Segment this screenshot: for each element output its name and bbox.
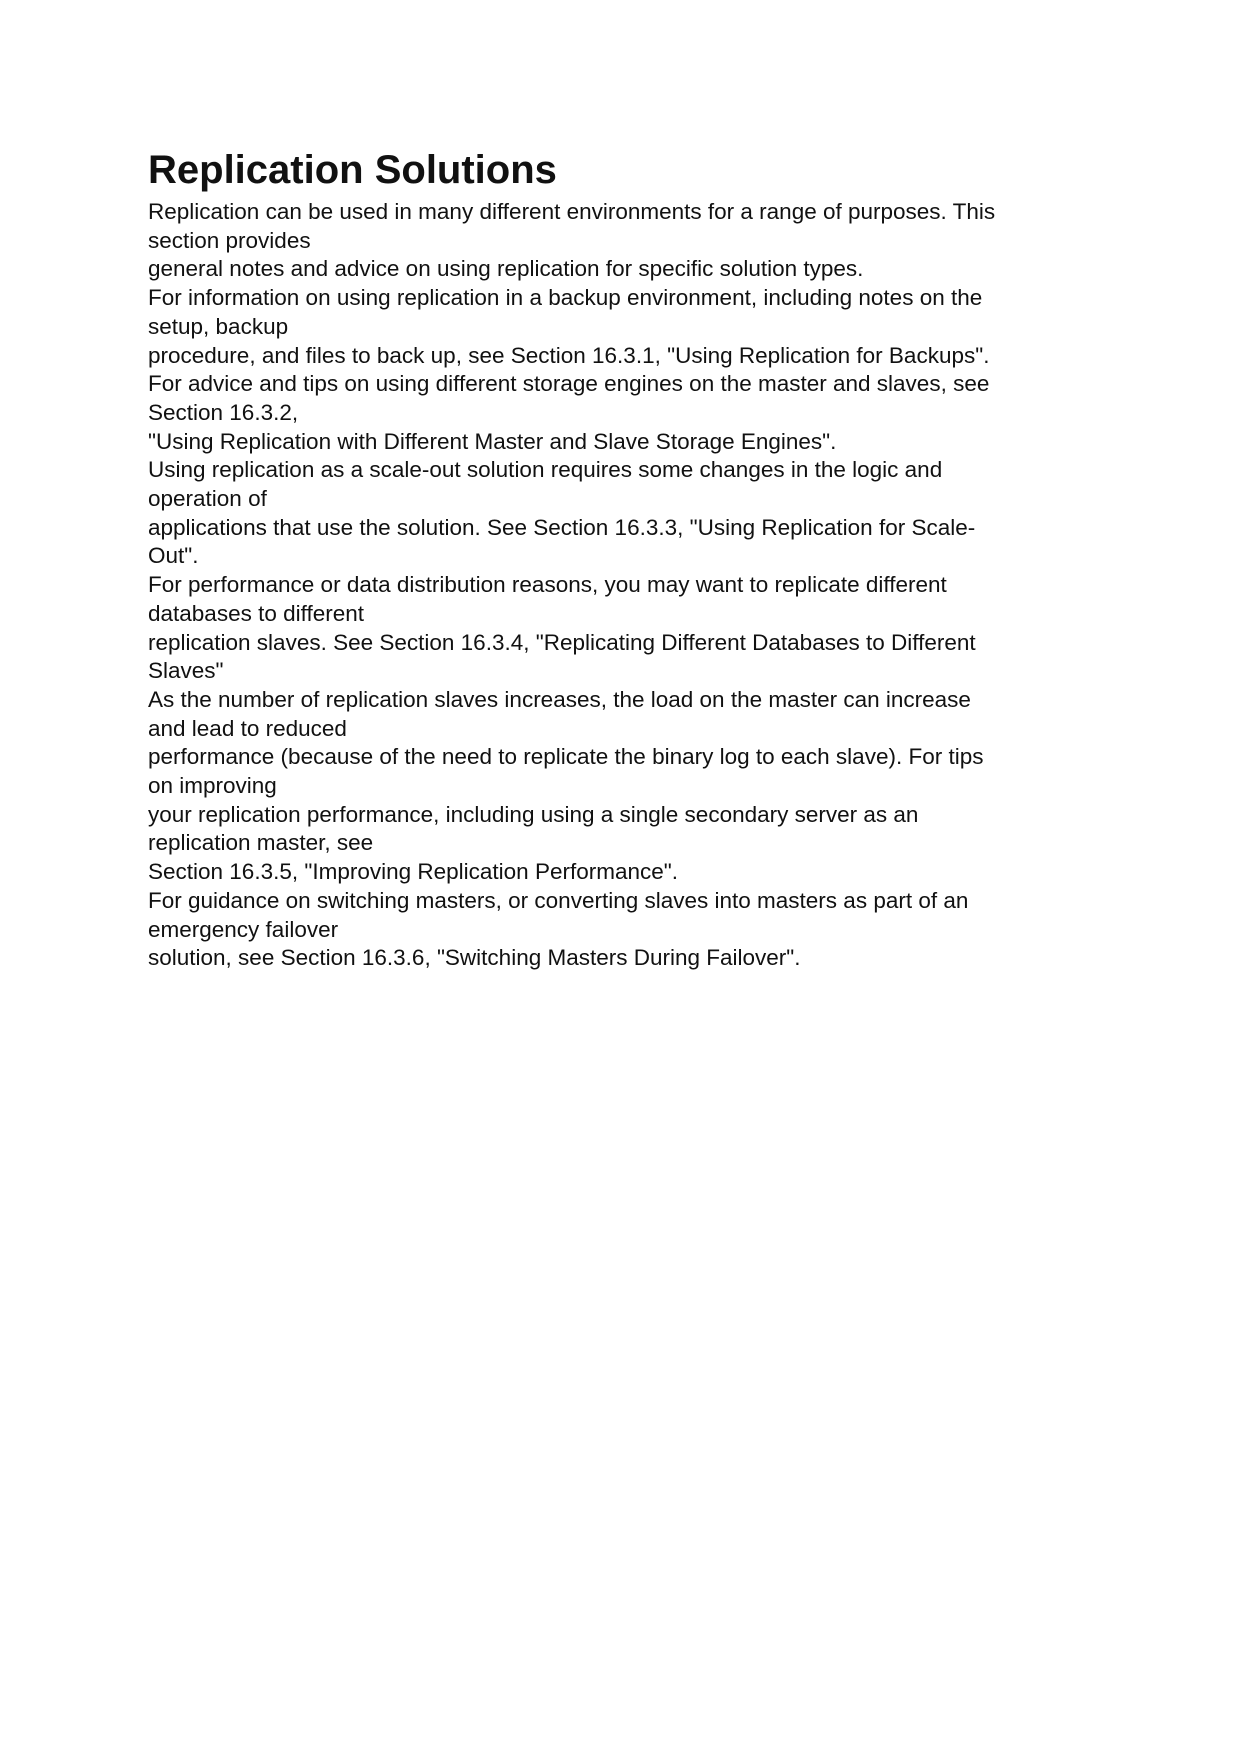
text-line: replication master, see [148, 830, 374, 856]
page-title: Replication Solutions [148, 148, 557, 192]
text-line: operation of [148, 486, 267, 512]
text-line: solution, see Section 16.3.6, "Switching Masters During Failover". [148, 945, 801, 971]
text-line: Using replication as a scale-out solution requires some changes in the logic and [148, 457, 943, 483]
text-line: procedure, and files to back up, see Section 16.3.1, "Using Replication for Backups". [148, 342, 990, 368]
text-line: Slaves" [148, 658, 224, 684]
text-line: emergency failover [148, 916, 339, 942]
text-line: For advice and tips on using different storage engines on the master and slaves, see [148, 371, 990, 397]
text-line: setup, backup [148, 313, 289, 339]
text-line: For information on using replication in a backup environment, including notes on the [148, 285, 983, 311]
text-line: and lead to reduced [148, 715, 347, 741]
text-line: databases to different [148, 600, 364, 626]
text-line: "Using Replication with Different Master and Slave Storage Engines". [148, 428, 837, 454]
text-line: applications that use the solution. See Section 16.3.3, "Using Replication for Scale- [148, 514, 976, 540]
document-content [148, 142, 1108, 973]
text-line: For guidance on switching masters, or converting slaves into masters as part of an [148, 887, 969, 913]
text-line: performance (because of the need to replicate the binary log to each slave). For tips [148, 744, 984, 770]
text-line: As the number of replication slaves increases, the load on the master can increase [148, 686, 971, 712]
text-line: For performance or data distribution reasons, you may want to replicate different [148, 572, 947, 598]
text-line: replication slaves. See Section 16.3.4, "Replicating Different Databases to Different [148, 629, 976, 655]
text-line: Out". [148, 543, 199, 569]
text-line: section provides [148, 227, 311, 253]
text-line: Section 16.3.2, [148, 399, 299, 425]
text-line: on improving [148, 773, 277, 799]
body-text [148, 198, 1108, 973]
text-line: your replication performance, including using a single secondary server as an [148, 801, 919, 827]
text-line: general notes and advice on using replication for specific solution types. [148, 256, 864, 282]
text-line: Section 16.3.5, "Improving Replication Performance". [148, 859, 678, 885]
text-line: Replication can be used in many different environments for a range of purposes. This [148, 199, 996, 224]
